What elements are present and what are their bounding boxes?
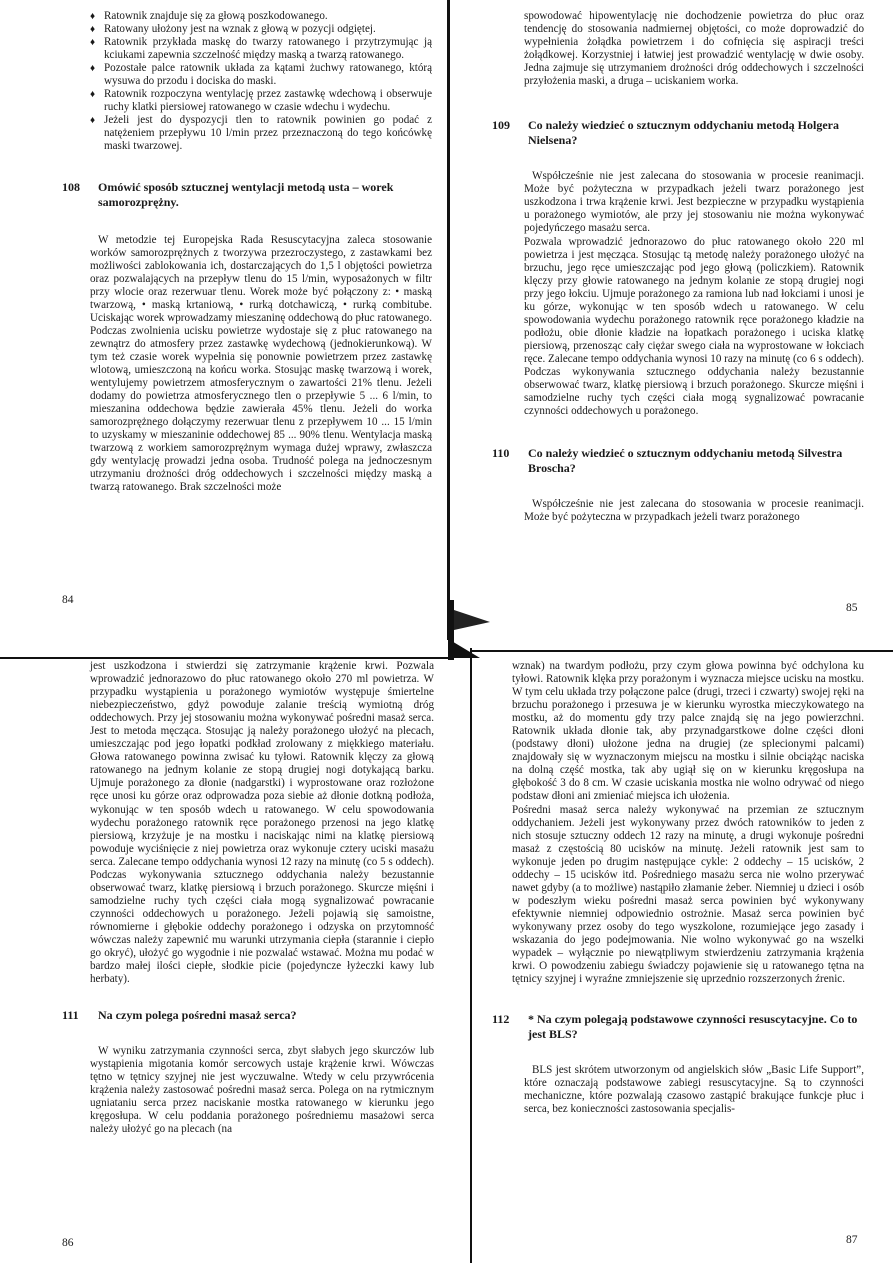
question-number: 110 [492,446,510,461]
bullet-icon: ♦ [90,89,96,101]
page-number-86: 86 [62,1237,74,1249]
list-item: ♦ Ratownik znajduje się za głową poszkodowanego. [90,10,328,22]
bullet-list [90,10,432,154]
continued-text: wznak) na twardym podłożu, przy czym głowa powinna być odchylona ku tyłowi. Ratownik klęka przy porażonym i wyznacza miejsce ucisku na mostku. W tym celu układa trzy połączone palce (drugi, trzeci i czwarty) swojej ręki na brzuchu porażonego i przesuwa je w kierunku wyrostka mieczykowatego na mostku, aż do momentu gdy trzy palce znajdą się na jego powierzchni. Ratownik układa dłonie tak, aby przynadgarstkowe dolne części dłoni (podstawy dłoni) ułożone jedna na drugiej (ze splecionymi palcami) znajdowały się w wyznaczonym miejscu na mostku i silnie obciążąc naciska na dolną część mostka, tak aby ugiął się on w kierunku kręgosłupa na głębokość 3 do 8 cm. W czasie uciskania mostka nie wolno odrywać od niego podstaw dłoni ani zmieniać miejsca ich ułożenia. [512,660,864,803]
bullet-icon: ♦ [90,63,96,75]
fold-shadow-icon [440,600,500,660]
question-number: 112 [492,1012,510,1027]
question-109-heading [492,118,864,148]
answer-108-text: W metodzie tej Europejska Rada Resuscytacyjna zaleca stosowanie worków samorozprężnych z tworzywa przezroczystego, z zastawkami bez możliwości zablokowania ich, dostarczających do 1,5 l objętości powietrza oraz pozwalających na przepływ tlenu do 15 l/min, wyposażonych w filtr przy wlocie oraz rezerwuar tlenu. Worek może być połączony z: • maską twarzową, • maską krtaniową, • rurką dotchawiczą, • rurką combitube. Uciskając worek wprowadzamy mieszaninę oddechową do płuc ratowanego. Podczas zwolnienia ucisku powietrze wydostaje się z płuc ratowanego na zewnątrz do atmosfery przez zastawkę wydechową (jednokierunkową). W tym też czasie worek wypełnia się ponownie powietrzem przez zastawkę wlotową, umieszczoną na końcu worka. Stosując maskę twarzową i worek, wentylujemy powietrzem atmosferycznym o zawartości 21% tlenu. Jeżeli dodamy do powietrza atmosferycznego tlen o przepływie 5 ... 6 l/min, to mieszanina oddechowa będzie zawierała 45% tlenu. Jeżeli do worka samorozprężnego dołączymy rezerwuar tlenu z przepływem 10 ... 15 l/min to uzyskamy w mieszaninie oddechowej 85 ... 90% tlenu. Wentylacja maską twarzową z workiem samorozprężnym wymaga dużej wprawy, zwłaszcza gdy wentylację prowadzi jedna osoba. Trudność polega na jednoczesnym utrzymaniu drożności dróg oddechowych i szczelności między maską a twarzą ratowanego. Brak szczelności może [90,233,432,494]
question-111-heading [62,1008,434,1023]
list-item: ♦ Jeżeli jest do dyspozycji tlen to ratownik powinien go podać z natężeniem przepływu 10 l/min przez przeznaczoną do tego końcówkę maski twarzowej. [90,114,432,153]
page-85 [492,10,864,610]
continued-text: jest uszkodzona i stwierdzi się zatrzymanie krążenie krwi. Pozwala wprowadzić jednorazowo do płuc ratowanego około 270 ml powietrza. W przypadku wystąpienia u porażonego wymiotów występuje śmiertelne niebezpieczeństwo, gdyż powoduje zalanie treścią wymiotną dróg oddechowych. Przy jej stosowaniu można wykonywać pośredni masaż serca. Jest to metoda męcząca. Stosując ją należy porażonego ułożyć na plecach, umieszczając pod jego łopatki podkład zrolowany z miękkiego materiału. Głowa ratowanego powinna zwisać ku tyłowi. Ratownik klęczy za głową ratowanego na jednym kolanie ze stopą drugiej nogi dotykającą barku. Ujmuje porażonego za dłonie (nadgarstki) i wyprostowane oraz rozłożone ręce unosi ku górze oraz odprowadza poza siebie aż dłonie dotkną podłoża, wykonując w ten sposób wdech u ratowanego. W celu spowodowania wydechu porażonego ratownik ręce porażonego przenosi na jego klatkę piersiową, krzyżuje je na mostku i naciskając nimi na klatkę piersiową powoduje wyciśnięcie z niej powietrza oraz wykonuje cztery uciski masażu serca. Zalecane tempo oddychania wynosi 12 razy na minutę (co 5 s oddech). Podczas wykonywania sztucznego oddychania należy bezustannie obserwować twarz, klatkę piersiową i brzuch porażonego. Skurcze mięśni i samodzielne ruchy tych części ciała mogą sygnalizować powracanie czynności oddechowych u porażonego. Jeżeli pojawią się samoistne, równomierne i głębokie oddechy porażonego i odzyska on przytomność wówczas należy zapewnić mu warunki utrzymania ciepła (starannie i ciepło go okryć), ułożyć go wygodnie i nie pozwalać wstawać. Można mu podać w bardzo małej ilości ciepłe, słodkie picie (pojedyncze łyżeczki kawy lub herbaty). [90,660,434,986]
bullet-icon: ♦ [90,37,96,49]
question-112-heading [492,1012,864,1042]
page-84 [62,10,432,610]
page-number-85: 85 [846,602,858,614]
question-title: Co należy wiedzieć o sztucznym oddychaniu metodą Silvestra Broscha? [528,446,843,476]
bullet-icon: ♦ [90,24,96,36]
answer-109-text-cont: Pozwala wprowadzić jednorazowo do płuc ratowanego około 220 ml powietrza i jest męcząca. Stosując tą metodę należy porażonego ułożyć na brzuchu, jego ręce umieszczając pod jego głową (policzkiem). Ratownik klęczy przy głowie ratowanego na jednym kolanie ze stopą drugiej nogi przy jego łokciu. Ujmuje porażonego za ramiona lub nad łokciami i unosi je ku górze, wykonując w ten sposób wdech u ratowanego. W celu spowodowania wydechu porażonego ratownik ręce porażonego kładzie na podłożu, obie dłonie kładzie na łopatkach porażonego i uciska klatkę piersiową, przenosząc cały ciężar swego ciała na wyprostowane w łokciach ręce. Zalecane tempo oddychania wynosi 10 razy na minutę (co 6 s oddech). Podczas wykonywania sztucznego oddychania należy bezustannie obserwować twarz, klatkę piersiową i brzuch porażonego. Skurcze mięśni i samodzielne ruchy tych części ciała mogą sygnalizować powracanie czynności oddechowych u porażonego. [524,235,864,418]
bullet-icon: ♦ [90,11,96,22]
question-number: 108 [62,179,80,194]
fold-line-right [470,650,893,652]
answer-110-text: Współcześnie nie jest zalecana do stosowania w procesie reanimacji. Może być pożyteczna w przypadkach jeżeli twarz porażonego [524,498,864,524]
question-title: Co należy wiedzieć o sztucznym oddychaniu metodą Holgera Nielsena? [528,118,839,148]
answer-109-text: Współcześnie nie jest zalecana do stosowania w procesie reanimacji. Może być pożyteczna w przypadkach jeżeli twarz porażonego jest uszkodzona i trwa krążenie krwi. Jest bezpieczne w przypadku wystąpienia u porażonego wymiotów, ale przy jej stosowaniu nie można wykonywać pojedyńczego masażu serca. [524,170,864,235]
list-item: ♦ Ratownik rozpoczyna wentylację przez zastawkę wdechową i obserwuje ruchy klatki piersiowej ratowanego w czasie wdechu i wydechu. [90,88,432,114]
page-86 [62,660,434,1260]
list-item: ♦ Ratowany ułożony jest na wznak z głową w pozycji odgiętej. [90,23,376,36]
answer-112-text: BLS jest skrótem utworzonym od angielskich słów „Basic Life Support”, które oznaczają podstawowe zabiegi resuscytacyjne. Są to czynności mechaniczne, które pozwalają czasowo zastąpić brakujące funkcje płuc i serca, bez konieczności zastosowania specjalis- [524,1064,864,1116]
list-item: ♦ Ratownik przykłada maskę do twarzy ratowanego i przytrzymując ją kciukami zapewnia szczelność między maską a twarzą ratowanego. [90,36,432,62]
continued-text: spowodować hipowentylację nie dochodzenie powietrza do płuc oraz tendencję do stosowania nadmiernej objętości, co może doprowadzić do wypełnienia żołądka powietrzem i do cofnięcia się aspiracji treści żołądkowej. Korzystniej i łatwiej jest prowadzić wentylację w dwie osoby. Jedna zajmuje się utrzymaniem drożności dróg oddechowych i szczelności przyłożenia maski, a druga – uciskaniem worka. [524,10,864,88]
question-number: 111 [62,1008,79,1023]
question-number: 109 [492,118,510,133]
question-110-heading [492,446,864,476]
question-108-heading [62,180,432,210]
question-title: Na czym polega pośredni masaż serca? [98,1008,297,1023]
bullet-icon: ♦ [90,115,96,127]
page-number-84: 84 [62,594,74,606]
answer-111-text: W wyniku zatrzymania czynności serca, zbyt słabych jego skurczów lub wystąpienia migotania komór sercowych ustaje krążenie krwi. Wówczas tętno w tętnicy szyjnej nie jest wyczuwalne. Wtedy w celu przywrócenia krążenia należy zastosować pośredni masaż serca. Polega on na rytmicznym ugniataniu serca przez naciskanie mostka ratowanego w kierunku jego kręgosłupa. W celu poddania porażonego pośredniemu masażowi serca należy ułożyć go na plecach (na [90,1045,434,1136]
page-number-87: 87 [846,1234,858,1246]
binding-line-bottom [470,648,472,1263]
page-87 [492,660,864,1260]
continued-text-2: Pośredni masaż serca należy wykonywać na przemian ze sztucznym oddychaniem. Jeżeli jest wykonywany przez dwóch ratowników to jeden z nich stosuje sztuczny oddech 12 razy na minutę, a drugi wykonuje pośredni masaż z częstością 80 ucisków na minutę. Jeżeli ratownik jest sam to wykonuje jeden po drugim następujące cykle: 2 oddechy – 15 ucisków, 2 oddechy – 15 ucisków itd. Pośredniego masażu serca nie wolno przerywać nawet gdyby (a to możliwe) nastąpiło złamanie żeber. Niemniej u dzieci i osób w podeszłym wieku pośredni masaż serca powinien być wykonywany efektywnie niemniej odpowiednio ostrożnie. Masaż serca powinien być wykonywany przez osoby do tego wyszkolone, rozumiejące jego zasady i wskazania do jego podejmowania. Nie wolno wykonywać go na wszelki wypadek – wyłącznie po niewątpliwym stwierdzeniu zatrzymania krążenia krwi. O powodzeniu zabiegu świadczy pojawienie się u ratowanego tętna na tętnicy szyjnej i wyraźne zmniejszenie się uprzednio rozszerzonych źrenic. [512,803,864,986]
binding-line-top [447,0,450,640]
question-title: Omówić sposób sztucznej wentylacji metodą usta – worek samorozprężny. [98,179,394,209]
fold-line-left [0,657,450,659]
question-title: * Na czym polegają podstawowe czynności resuscytacyjne. Co to jest BLS? [528,1012,858,1042]
list-item: ♦ Pozostałe palce ratownik układa za kątami żuchwy ratowanego, którą wysuwa do przodu i dociska do maski. [90,62,432,88]
